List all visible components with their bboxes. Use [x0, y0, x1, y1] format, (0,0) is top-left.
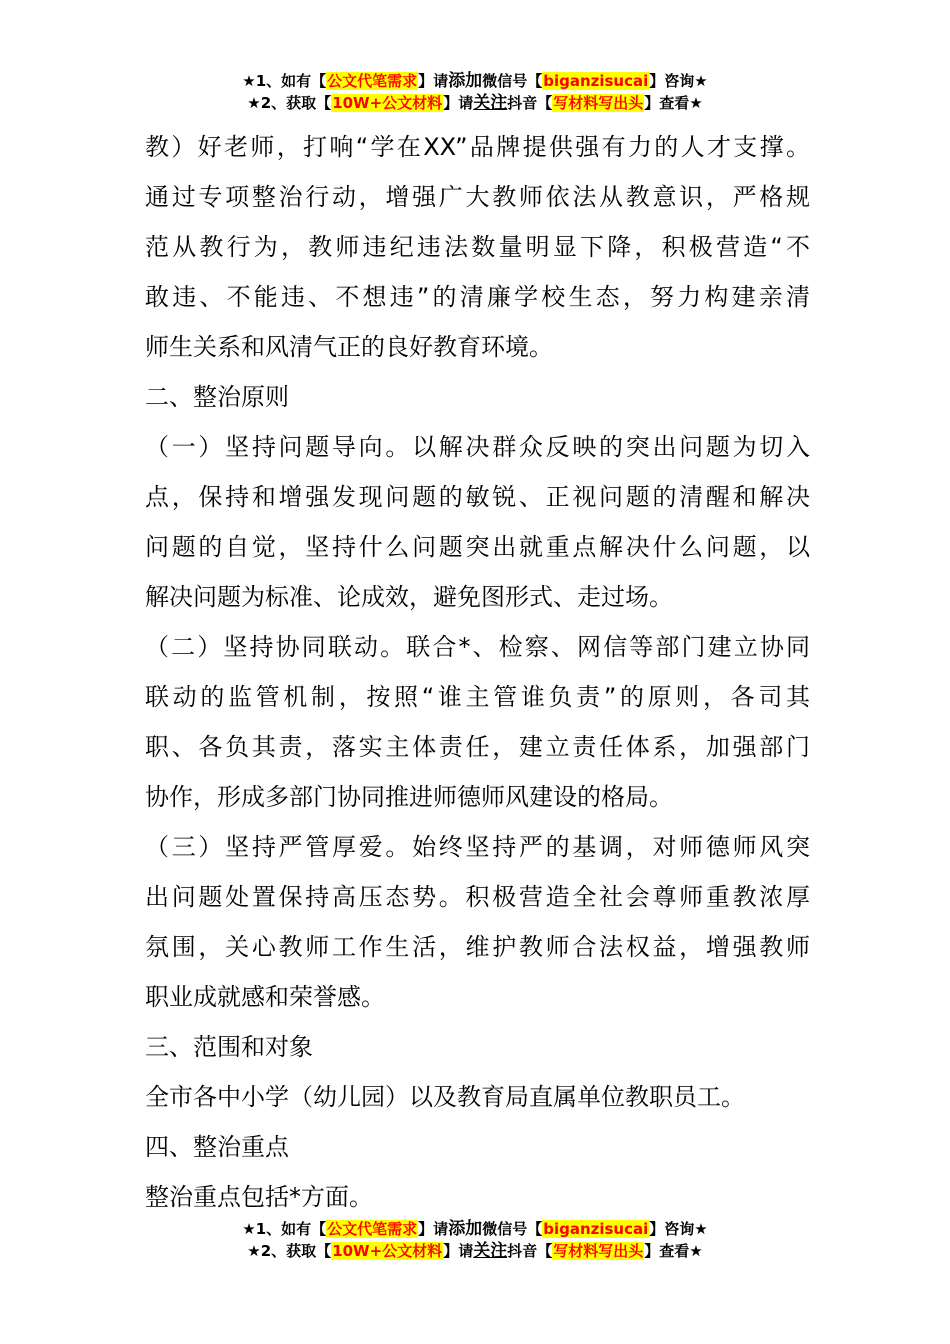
body-line: 师生关系和风清气正的良好教育环境。	[145, 333, 553, 361]
promo-highlight: 写材料写出头	[553, 1242, 644, 1260]
promo-text: ★1、如有【	[242, 1220, 327, 1238]
promo-text: ★2、获取【	[247, 1242, 332, 1260]
top-promo-banner	[0, 70, 950, 114]
promo-text: 】请	[418, 72, 449, 90]
section-heading: 四、整治重点	[145, 1133, 289, 1161]
body-line: 联动的监管机制，按照“谁主管谁负责”的原则，各司其	[145, 683, 810, 711]
section-heading: 二、整治原则	[145, 383, 289, 411]
promo-highlight: 公文代笔需求	[327, 1220, 418, 1238]
promo-text: 】请	[418, 1220, 449, 1238]
body-line: 氛围，关心教师工作生活，维护教师合法权益，增强教师	[145, 933, 810, 961]
promo-line-1	[0, 70, 950, 92]
body-line: （二）坚持协同联动。联合*、检察、网信等部门建立协同	[145, 633, 810, 661]
promo-highlight: 写材料写出头	[553, 94, 644, 112]
document-body	[145, 122, 810, 1222]
body-line: 范从教行为，教师违纪违法数量明显下降，积极营造“不	[145, 233, 810, 261]
promo-text: ★1、如有【	[242, 72, 327, 90]
promo-text: 】请	[443, 94, 474, 112]
promo-line-2	[0, 92, 950, 114]
body-line: 全市各中小学（幼儿园）以及教育局直属单位教职员工。	[145, 1083, 745, 1111]
section-heading: 三、范围和对象	[145, 1033, 313, 1061]
promo-highlight: 公文代笔需求	[327, 72, 418, 90]
promo-highlight: 10W+公文材料	[332, 1242, 443, 1260]
promo-emphasis: 添加	[448, 1219, 483, 1239]
promo-highlight: biganzisucai	[543, 72, 649, 90]
promo-text: 微信号【	[482, 1220, 543, 1238]
promo-text: 抖音【	[507, 1242, 553, 1260]
promo-highlight: 10W+公文材料	[332, 94, 443, 112]
promo-text: 】查看★	[644, 1242, 703, 1260]
body-line: 问题的自觉，坚持什么问题突出就重点解决什么问题，以	[145, 533, 810, 561]
promo-emphasis: 添加	[448, 71, 483, 91]
body-line: 解决问题为标准、论成效，避免图形式、走过场。	[145, 583, 673, 611]
promo-text: 】咨询★	[649, 72, 708, 90]
promo-line-2	[0, 1240, 950, 1262]
body-line: 通过专项整治行动，增强广大教师依法从教意识，严格规	[145, 183, 810, 211]
promo-line-1	[0, 1218, 950, 1240]
body-line: 点，保持和增强发现问题的敏锐、正视问题的清醒和解决	[145, 483, 810, 511]
promo-text: 】请	[443, 1242, 474, 1260]
body-line: 职、各负其责，落实主体责任，建立责任体系，加强部门	[145, 733, 810, 761]
body-line: 职业成就感和荣誉感。	[145, 983, 385, 1011]
promo-text: 】查看★	[644, 94, 703, 112]
body-line: 敢违、不能违、不想违”的清廉学校生态，努力构建亲清	[145, 283, 810, 311]
body-line: （一）坚持问题导向。以解决群众反映的突出问题为切入	[145, 433, 810, 461]
body-line: 教）好老师，打响“学在XX”品牌提供强有力的人才支撑。	[145, 133, 810, 161]
promo-emphasis: 关注	[473, 1241, 508, 1261]
bottom-promo-banner	[0, 1218, 950, 1262]
body-line: 整治重点包括*方面。	[145, 1183, 373, 1211]
promo-text: 微信号【	[482, 72, 543, 90]
promo-emphasis: 关注	[473, 93, 508, 113]
promo-highlight: biganzisucai	[543, 1220, 649, 1238]
promo-text: 抖音【	[507, 94, 553, 112]
body-line: 出问题处置保持高压态势。积极营造全社会尊师重教浓厚	[145, 883, 810, 911]
body-line: 协作，形成多部门协同推进师德师风建设的格局。	[145, 783, 673, 811]
promo-text: ★2、获取【	[247, 94, 332, 112]
promo-text: 】咨询★	[649, 1220, 708, 1238]
body-line: （三）坚持严管厚爱。始终坚持严的基调，对师德师风突	[145, 833, 810, 861]
